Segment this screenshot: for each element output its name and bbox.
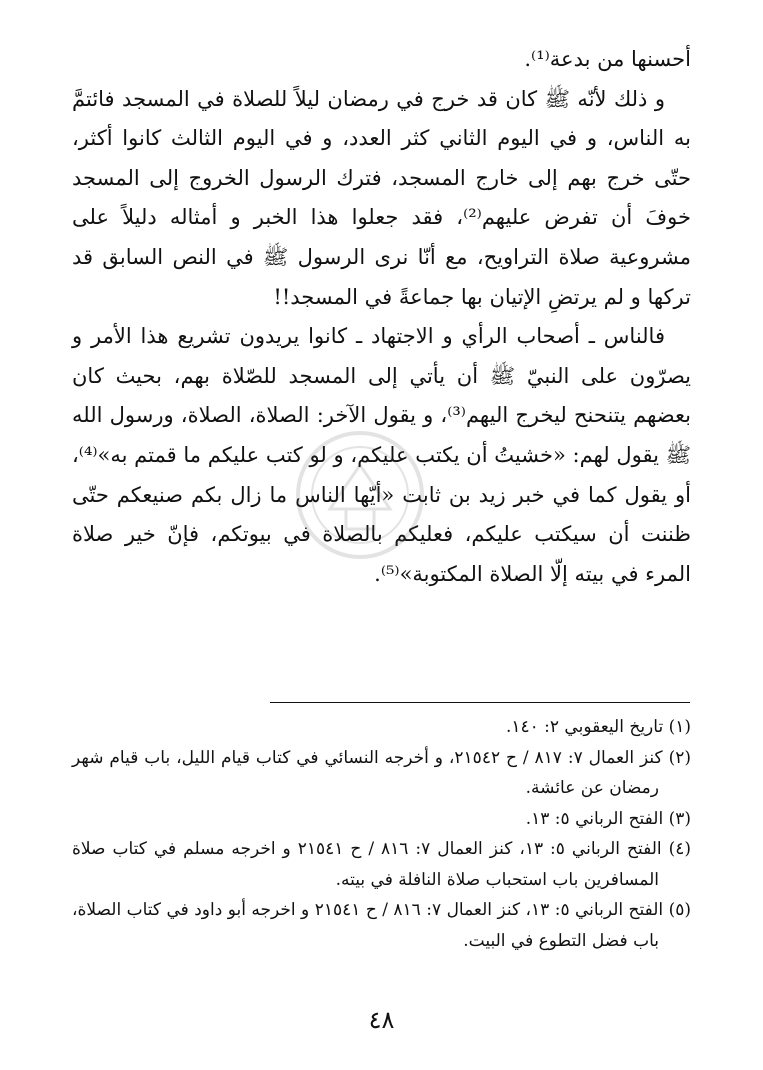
paragraph-1: أحسنها من بدعة⁽¹⁾. bbox=[524, 47, 691, 71]
paragraph-3: فالناس ـ أصحاب الرأي و الاجتهاد ـ كانوا يريدون تشريع هذا الأمر و يصرّون على النبيّ ﷺ أن يأتي إلى المسجد للصّلاة بهم، بحيث كان بعضهم يتنحنح ليخرج اليهم⁽³⁾، و يقول الآخر: الصلاة، الصلاة، ورسول الله ﷺ يقول لهم: «خشيتُ أن يكتب عليكم، و لو كتب عليكم ما قمتم به»⁽⁴⁾، أو يقول كما في خبر زيد بن ثابت «أيّها الناس ما زال بكم صنيعكم حتّى ظننت أن سيكتب عليكم، فعليكم بالصلاة في بيوتكم، فإنّ خير صلاة المرء في بيته إلّا الصلاة المكتوبة»⁽⁵⁾. bbox=[72, 324, 691, 586]
footnote-5: (٥) الفتح الرباني ٥: ١٣، كنز العمال ٧: ٨١٦ / ح ٢١٥٤١ و اخرجه أبو داود في كتاب الصلاة، باب فضل التطوع في البيت. bbox=[72, 900, 692, 951]
main-text bbox=[72, 40, 691, 594]
footnote-4: (٤) الفتح الرباني ٥: ١٣، كنز العمال ٧: ٨١٦ / ح ٢١٥٤١ و اخرجه مسلم في كتاب صلاة المسافرين باب استحباب صلاة النافلة في بيته. bbox=[72, 839, 691, 890]
footnotes bbox=[72, 712, 691, 956]
footnote-1: (١) تاريخ اليعقوبي ٢: ١٤٠. bbox=[505, 717, 691, 737]
paragraph-2: و ذلك لأنّه ﷺ كان قد خرج في رمضان ليلاً للصلاة في المسجد فائتمَّ به الناس، و في اليوم الثاني كثر العدد، و في اليوم الثالث كانوا أكثر، حتّى خرج بهم إلى خارج المسجد، فترك الرسول الخروج إلى المسجد خوفَ أن تفرض عليهم⁽²⁾، فقد جعلوا هذا الخبر و أمثاله دليلاً على مشروعية صلاة التراويح، مع أنّا نرى الرسول ﷺ في النص السابق قد تركها و لم يرتضِ الإتيان بها جماعةً في المسجد!! bbox=[72, 86, 691, 309]
footnote-divider bbox=[270, 702, 690, 703]
footnote-3: (٣) الفتح الرباني ٥: ١٣. bbox=[525, 808, 691, 829]
footnote-2: (٢) كنز العمال ٧: ٨١٧ / ح ٢١٥٤٢، و أخرجه النسائي في كتاب قيام الليل، باب قيام شهر رمضان عن عائشة. bbox=[72, 747, 691, 798]
page-number: ٤٨ bbox=[368, 1006, 395, 1034]
